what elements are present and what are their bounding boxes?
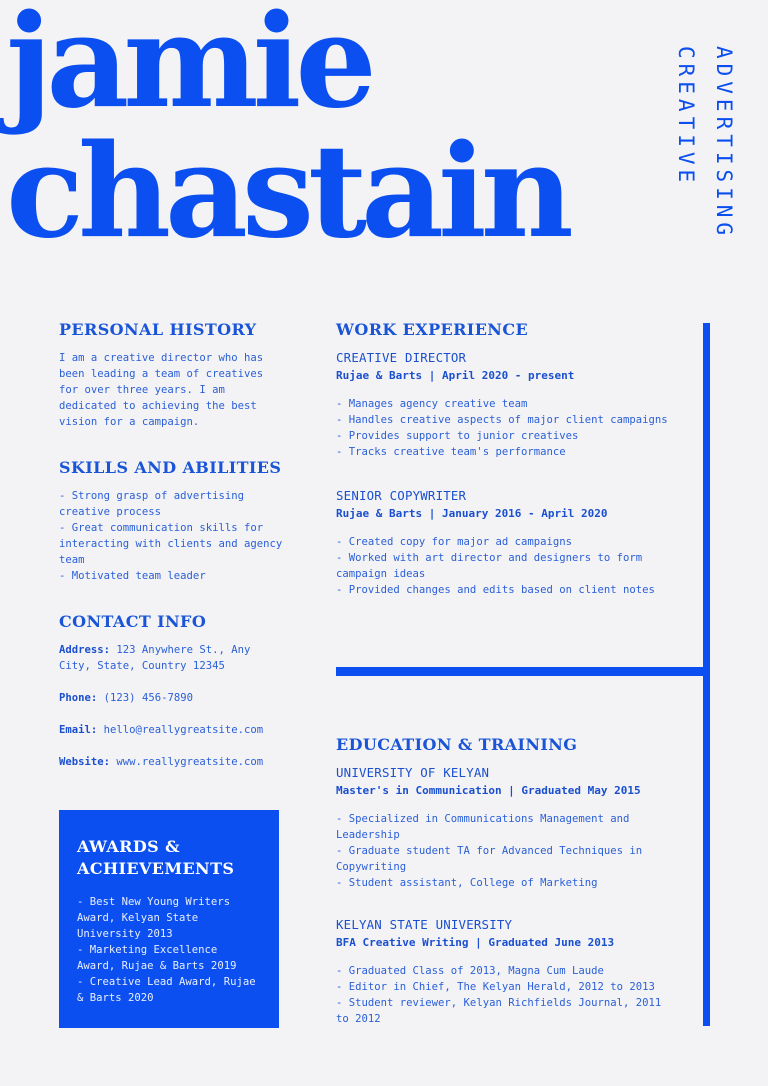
horizontal-divider (336, 667, 708, 676)
school-name: UNIVERSITY OF KELYAN (336, 765, 490, 780)
list-item: - Strong grasp of advertising creative process (59, 490, 244, 518)
first-name: jamie (6, 0, 371, 137)
awards-heading (77, 836, 261, 880)
awards-heading-line1: AWARDS & (77, 837, 180, 856)
list-item: - Creative Lead Award, Rujae & Barts 2020 (77, 976, 256, 1004)
list-item: - Graduated Class of 2013, Magna Cum Laude (336, 965, 604, 977)
school-name: KELYAN STATE UNIVERSITY (336, 917, 513, 932)
contact-phone (59, 690, 284, 706)
job-title-vertical-line2: CREATIVE (674, 46, 698, 188)
list-item: - Best New Young Writers Award, Kelyan State University 2013 (77, 896, 231, 940)
personal-history-heading: PERSONAL HISTORY (59, 320, 257, 339)
education-heading: EDUCATION & TRAINING (336, 735, 578, 754)
degree: BFA Creative Writing | Graduated June 2013 (336, 936, 615, 949)
work-heading: WORK EXPERIENCE (336, 320, 529, 339)
work-experience-section (336, 320, 676, 598)
personal-history-section (59, 320, 284, 430)
address-value: 123 Anywhere St., Any City, State, Country 12345 (59, 644, 251, 672)
school-details (336, 811, 676, 891)
website-value[interactable]: www.reallygreatsite.com (116, 756, 264, 768)
job-subtitle: Rujae & Barts | April 2020 - present (336, 369, 575, 382)
phone-value: (123) 456-7890 (103, 692, 193, 704)
school-entry (336, 765, 676, 891)
school-entry (336, 917, 676, 1027)
job-entry (336, 488, 676, 598)
list-item: - Tracks creative team's performance (336, 446, 566, 458)
degree: Master's in Communication | Graduated May 2015 (336, 784, 641, 797)
address-label: Address: (59, 644, 111, 656)
list-item: - Provided changes and edits based on client notes (336, 584, 655, 596)
phone-label: Phone: (59, 692, 98, 704)
website-label: Website: (59, 756, 111, 768)
contact-email (59, 722, 284, 738)
list-item: - Specialized in Communications Management and Leadership (336, 813, 630, 841)
list-item: - Manages agency creative team (336, 398, 528, 410)
list-item: - Handles creative aspects of major client campaigns (336, 414, 668, 426)
list-item: - Worked with art director and designers to form campaign ideas (336, 552, 643, 580)
list-item: - Student reviewer, Kelyan Richfields Journal, 2011 to 2012 (336, 997, 662, 1025)
list-item: - Marketing Excellence Award, Rujae & Barts 2019 (77, 944, 237, 972)
list-item: - Graduate student TA for Advanced Techniques in Copywriting (336, 845, 643, 873)
skills-list (59, 488, 284, 584)
last-name: chastain (6, 117, 568, 267)
job-title-vertical-line1: ADVERTISING (712, 46, 736, 241)
skills-heading: SKILLS AND ABILITIES (59, 458, 282, 477)
list-item: - Editor in Chief, The Kelyan Herald, 2012 to 2013 (336, 981, 655, 993)
awards-list (77, 894, 261, 1006)
list-item: - Great communication skills for interacting with clients and agency team (59, 522, 283, 566)
list-item: - Motivated team leader (59, 570, 206, 582)
contact-heading: CONTACT INFO (59, 612, 207, 631)
job-entry (336, 350, 676, 460)
contact-address (59, 642, 284, 674)
email-label: Email: (59, 724, 98, 736)
skills-section (59, 458, 284, 584)
job-subtitle: Rujae & Barts | January 2016 - April 2020 (336, 507, 608, 520)
job-duties (336, 534, 676, 598)
email-value[interactable]: hello@reallygreatsite.com (103, 724, 264, 736)
contact-section (59, 612, 284, 770)
awards-box (59, 810, 279, 1028)
list-item: - Student assistant, College of Marketing (336, 877, 598, 889)
awards-heading-line2: ACHIEVEMENTS (77, 859, 235, 878)
personal-history-text: I am a creative director who has been leading a team of creatives for over three years. I am dedicated to achieving the best vision for a campaign. (59, 352, 264, 428)
left-column (59, 320, 284, 798)
job-title: SENIOR COPYWRITER (336, 488, 467, 503)
job-title: CREATIVE DIRECTOR (336, 350, 467, 365)
school-details (336, 963, 676, 1027)
job-duties (336, 396, 676, 460)
education-section (336, 735, 676, 1027)
list-item: - Provides support to junior creatives (336, 430, 579, 442)
list-item: - Created copy for major ad campaigns (336, 536, 572, 548)
contact-website (59, 754, 284, 770)
